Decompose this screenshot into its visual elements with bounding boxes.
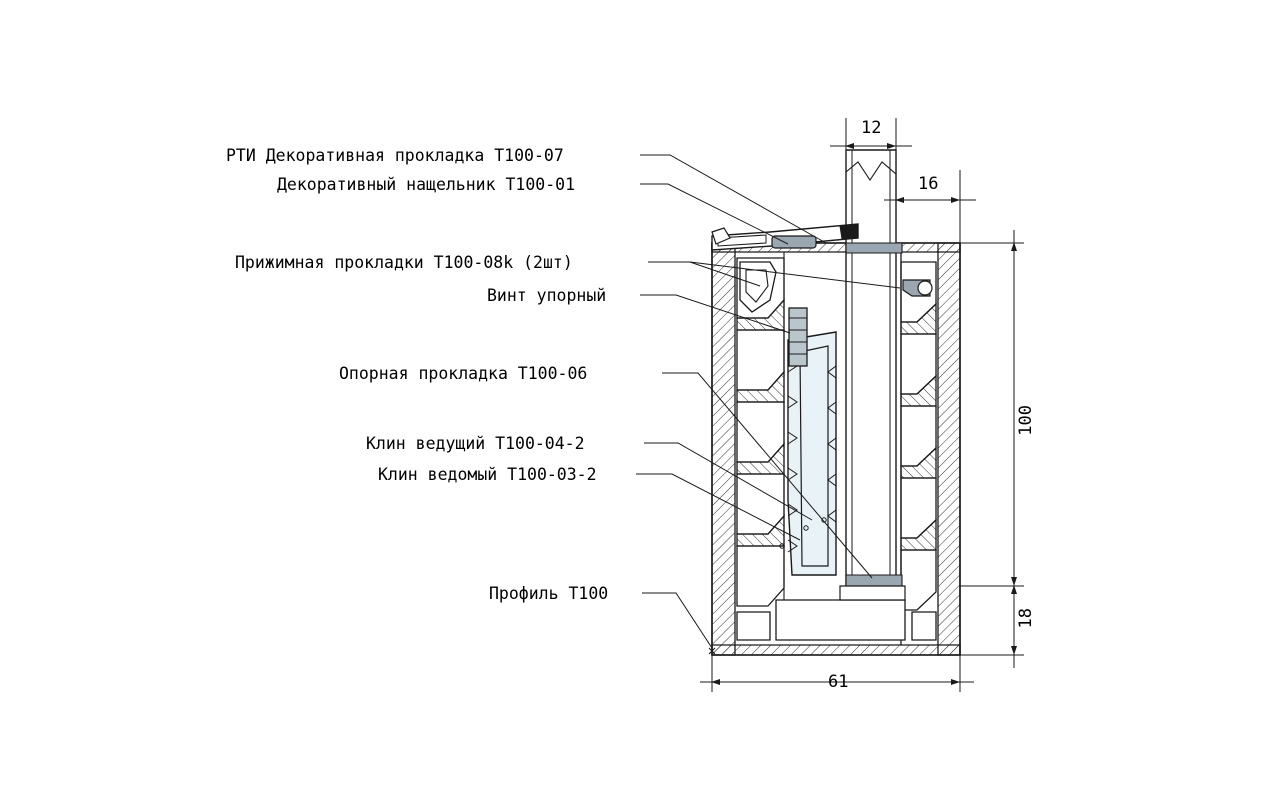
dimension-label-12: 12 bbox=[861, 118, 882, 138]
profile-internal-chambers-left bbox=[737, 258, 784, 606]
profile-section-geometry bbox=[709, 150, 960, 655]
dimension-label-18: 18 bbox=[1016, 608, 1036, 629]
callout-label-driving-wedge: Клин ведущий Т100-04-2 bbox=[366, 434, 585, 453]
callout-label-stop-screw: Винт упорный bbox=[487, 286, 607, 305]
callout-label-profile: Профиль Т100 bbox=[489, 584, 609, 603]
dimension-label-61: 61 bbox=[828, 672, 849, 692]
callout-label-support-gasket: Опорная прокладка Т100-06 bbox=[339, 364, 588, 383]
callout-label-driven-wedge: Клин ведомый Т100-03-2 bbox=[378, 465, 597, 484]
rti-decorative-gasket-t100-07 bbox=[772, 236, 816, 248]
glass-panel-package bbox=[840, 150, 905, 600]
dimension-label-16: 16 bbox=[918, 174, 939, 194]
stop-screw bbox=[789, 308, 807, 366]
support-gasket-bottom bbox=[846, 575, 902, 586]
callout-label-rti-gasket: РТИ Декоративная прокладка Т100-07 bbox=[226, 146, 564, 165]
dimension-label-100: 100 bbox=[1016, 405, 1036, 436]
wedge-driven-t100-03-2 bbox=[800, 346, 828, 566]
callout-label-decorative-strip: Декоративный нащельник Т100-01 bbox=[277, 175, 576, 194]
pressure-gasket-top bbox=[846, 243, 902, 253]
callout-label-pressure-gasket: Прижимная прокладки Т100-08k (2шт) bbox=[235, 253, 573, 272]
